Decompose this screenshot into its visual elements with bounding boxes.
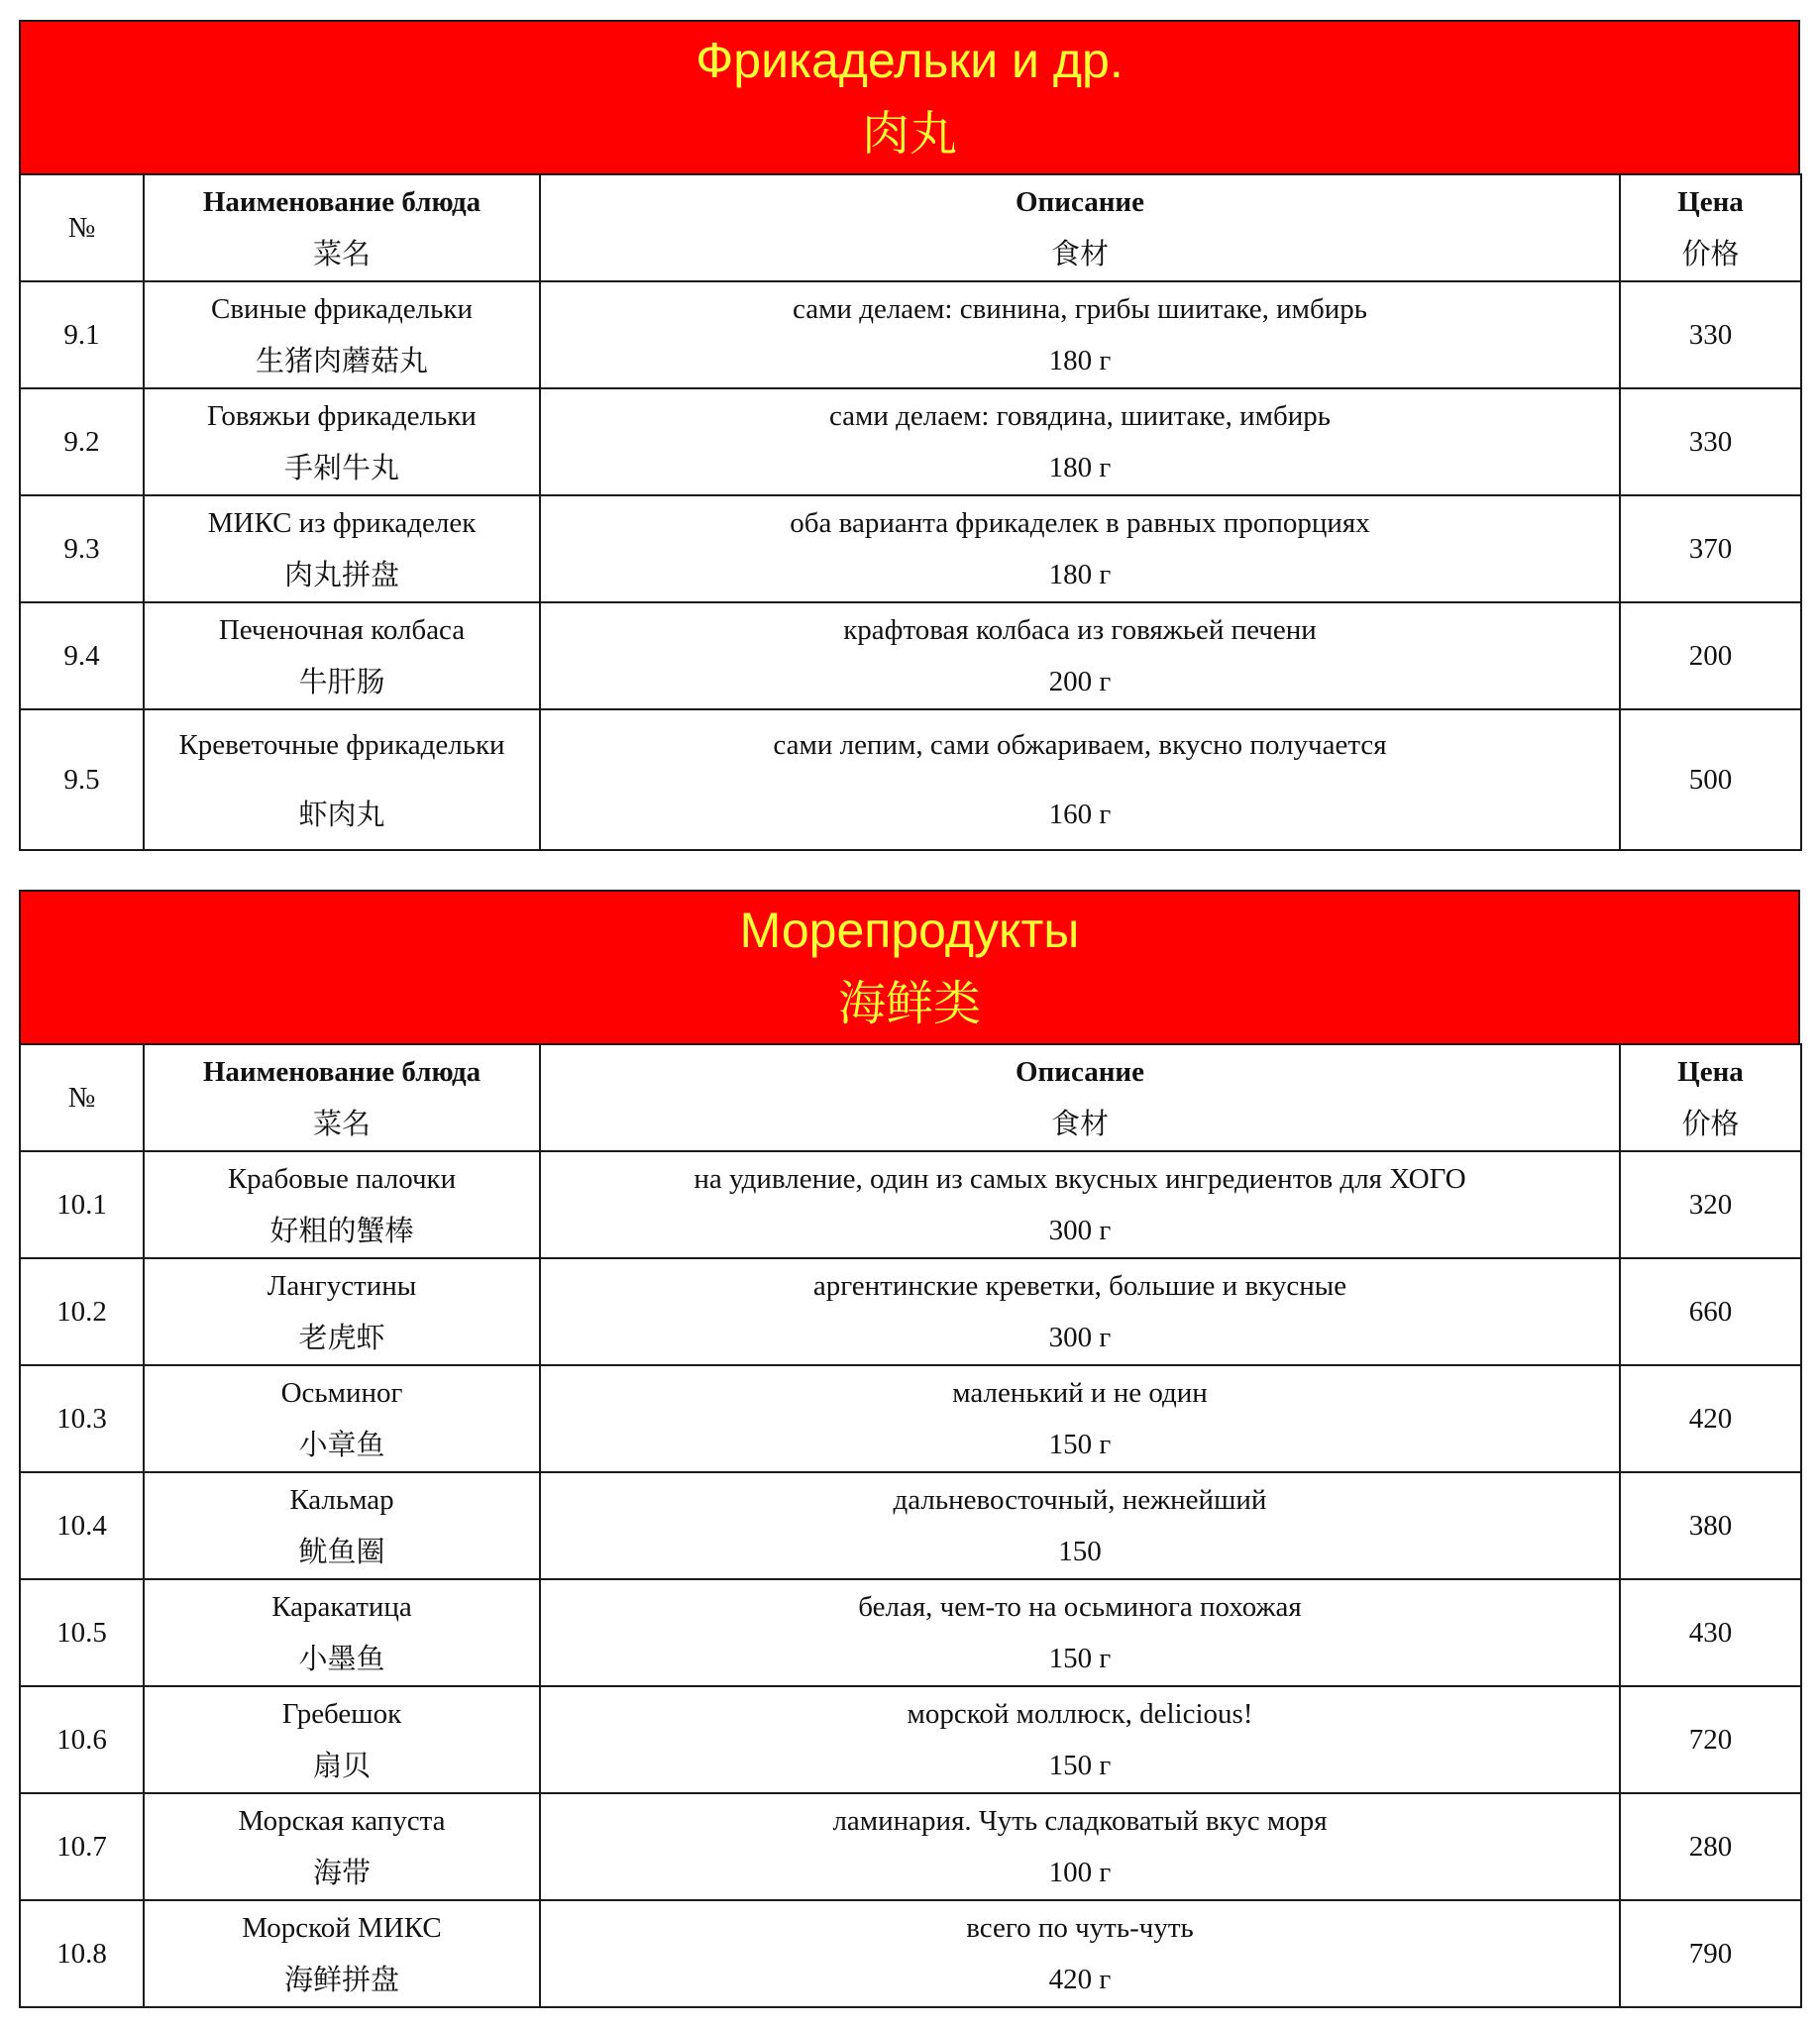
- item-name: [144, 1472, 540, 1579]
- item-weight: 150 г: [1048, 1429, 1112, 1460]
- header-price: [1620, 1044, 1801, 1151]
- item-desc: [540, 1793, 1620, 1900]
- item-weight: 150 г: [1048, 1750, 1112, 1781]
- item-price: 720: [1620, 1686, 1801, 1793]
- item-name-cn: 手剁牛丸: [283, 451, 399, 484]
- header-desc-cn: 食材: [1050, 237, 1109, 270]
- item-desc: [540, 1472, 1620, 1579]
- item-price: 370: [1620, 495, 1801, 602]
- header-name-ru: Наименование блюда: [202, 186, 482, 218]
- item-name-ru: Печеночная колбаса: [218, 614, 466, 646]
- table-row: [20, 602, 1801, 709]
- table-row: [20, 709, 1801, 850]
- header-price: [1620, 174, 1801, 281]
- item-weight: 160 г: [1048, 799, 1112, 830]
- item-desc: [540, 388, 1620, 495]
- section-title-cn: 肉丸: [861, 106, 957, 161]
- item-weight: 180 г: [1048, 559, 1112, 590]
- item-name-ru: МИКС из фрикаделек: [207, 507, 477, 539]
- item-weight: 150: [1058, 1536, 1102, 1567]
- header-name: [144, 1044, 540, 1151]
- item-name: [144, 1579, 540, 1686]
- header-price-cn: 价格: [1681, 237, 1740, 270]
- table-header-row: [20, 174, 1801, 281]
- header-desc: [540, 1044, 1620, 1151]
- item-name-cn: 海带: [312, 1856, 371, 1889]
- item-name-cn: 海鲜拼盘: [283, 1963, 399, 1996]
- item-name-ru: Лангустины: [267, 1270, 417, 1302]
- item-desc-text: всего по чуть-чуть: [966, 1912, 1194, 1944]
- item-desc: [540, 1258, 1620, 1365]
- item-name-cn: 老虎虾: [298, 1321, 385, 1354]
- header-price-cn: 价格: [1681, 1107, 1740, 1140]
- item-name-cn: 小章鱼: [298, 1428, 385, 1461]
- item-name: [144, 709, 540, 850]
- table-row: [20, 1365, 1801, 1472]
- item-desc-text: белая, чем-то на осьминога похожая: [858, 1591, 1302, 1623]
- item-desc-text: крафтовая колбаса из говяжьей печени: [843, 614, 1317, 646]
- item-num: 9.2: [20, 388, 144, 495]
- header-name-cn: 菜名: [312, 1107, 371, 1140]
- item-desc-text: ламинария. Чуть сладковатый вкус моря: [832, 1805, 1328, 1837]
- item-name: [144, 281, 540, 388]
- item-weight: 300 г: [1048, 1215, 1112, 1246]
- item-weight: 200 г: [1048, 666, 1112, 697]
- item-price: 200: [1620, 602, 1801, 709]
- item-num: 10.1: [20, 1151, 144, 1258]
- item-num: 9.3: [20, 495, 144, 602]
- item-name-ru: Свиные фрикадельки: [211, 293, 473, 325]
- item-desc-text: сами делаем: говядина, шиитаке, имбирь: [828, 400, 1332, 432]
- item-weight: 150 г: [1048, 1643, 1112, 1674]
- item-name: [144, 1151, 540, 1258]
- item-desc-text: оба варианта фрикаделек в равных пропорциях: [790, 507, 1370, 539]
- item-desc: [540, 281, 1620, 388]
- item-num: 10.6: [20, 1686, 144, 1793]
- item-desc-text: дальневосточный, нежнейший: [893, 1484, 1267, 1516]
- item-desc-text: на удивление, один из самых вкусных ингредиентов для ХОГО: [694, 1163, 1466, 1195]
- header-price-ru: Цена: [1677, 1056, 1744, 1088]
- item-name-ru: Каракатица: [271, 1591, 412, 1623]
- item-num: 9.5: [20, 709, 144, 850]
- item-name-ru: Морской МИКС: [242, 1912, 442, 1944]
- item-name: [144, 1258, 540, 1365]
- item-desc-text: морской моллюск, delicious!: [907, 1698, 1253, 1730]
- header-num: №: [20, 1044, 144, 1151]
- item-name-ru: Говяжьи фрикадельки: [207, 400, 477, 432]
- item-num: 10.5: [20, 1579, 144, 1686]
- item-name-cn: 小墨鱼: [298, 1642, 385, 1675]
- item-desc-text: сами делаем: свинина, грибы шиитаке, имбирь: [792, 293, 1367, 325]
- item-name: [144, 1900, 540, 2007]
- item-name-cn: 生猪肉蘑菇丸: [255, 344, 428, 377]
- section-header: [19, 20, 1800, 173]
- menu-section-meatballs: [19, 20, 1800, 851]
- table-row: [20, 1258, 1801, 1365]
- item-price: 280: [1620, 1793, 1801, 1900]
- item-name-ru: Морская капуста: [238, 1805, 446, 1837]
- table-header-row: [20, 1044, 1801, 1151]
- item-name: [144, 602, 540, 709]
- item-desc-text: сами лепим, сами обжариваем, вкусно получается: [773, 729, 1387, 761]
- item-price: 500: [1620, 709, 1801, 850]
- menu-table: [19, 1043, 1802, 2008]
- item-desc: [540, 495, 1620, 602]
- table-row: [20, 388, 1801, 495]
- item-desc-text: маленький и не один: [952, 1377, 1208, 1409]
- item-desc: [540, 602, 1620, 709]
- table-row: [20, 1151, 1801, 1258]
- table-row: [20, 1472, 1801, 1579]
- item-price: 380: [1620, 1472, 1801, 1579]
- item-price: 430: [1620, 1579, 1801, 1686]
- section-title-ru: Фрикадельки и др.: [696, 33, 1124, 88]
- item-weight: 420 г: [1048, 1964, 1112, 1995]
- item-desc: [540, 1900, 1620, 2007]
- item-num: 10.3: [20, 1365, 144, 1472]
- item-num: 10.7: [20, 1793, 144, 1900]
- header-desc-ru: Описание: [1016, 186, 1144, 218]
- item-name-cn: 扇贝: [312, 1749, 371, 1782]
- item-name: [144, 1686, 540, 1793]
- item-name: [144, 1365, 540, 1472]
- item-name-ru: Кальмар: [289, 1484, 394, 1516]
- header-desc-cn: 食材: [1050, 1107, 1109, 1140]
- item-name-ru: Крабовые палочки: [227, 1163, 457, 1195]
- item-weight: 180 г: [1048, 452, 1112, 483]
- item-weight: 100 г: [1048, 1857, 1112, 1888]
- item-name-ru: Осьминог: [280, 1377, 403, 1409]
- item-name-cn: 虾肉丸: [298, 798, 385, 831]
- table-row: [20, 1686, 1801, 1793]
- header-desc: [540, 174, 1620, 281]
- item-price: 660: [1620, 1258, 1801, 1365]
- table-row: [20, 1793, 1801, 1900]
- table-row: [20, 1579, 1801, 1686]
- item-num: 10.2: [20, 1258, 144, 1365]
- item-weight: 300 г: [1048, 1322, 1112, 1353]
- table-row: [20, 281, 1801, 388]
- table-row: [20, 495, 1801, 602]
- item-desc: [540, 1579, 1620, 1686]
- item-num: 10.8: [20, 1900, 144, 2007]
- item-name: [144, 388, 540, 495]
- header-num: №: [20, 174, 144, 281]
- item-name: [144, 1793, 540, 1900]
- section-header: [19, 890, 1800, 1043]
- item-desc: [540, 1686, 1620, 1793]
- item-price: 790: [1620, 1900, 1801, 2007]
- item-name-cn: 好粗的蟹棒: [269, 1214, 414, 1247]
- item-name-ru: Креветочные фрикадельки: [178, 729, 505, 761]
- item-price: 420: [1620, 1365, 1801, 1472]
- header-desc-ru: Описание: [1016, 1056, 1144, 1088]
- table-row: [20, 1900, 1801, 2007]
- menu-table: [19, 173, 1802, 851]
- section-title-cn: 海鲜类: [837, 976, 981, 1031]
- item-desc: [540, 709, 1620, 850]
- menu-section-seafood: [19, 890, 1800, 2008]
- header-price-ru: Цена: [1677, 186, 1744, 218]
- item-num: 9.4: [20, 602, 144, 709]
- item-num: 10.4: [20, 1472, 144, 1579]
- item-price: 320: [1620, 1151, 1801, 1258]
- item-price: 330: [1620, 388, 1801, 495]
- item-desc: [540, 1365, 1620, 1472]
- header-name-ru: Наименование блюда: [202, 1056, 482, 1088]
- item-price: 330: [1620, 281, 1801, 388]
- item-weight: 180 г: [1048, 345, 1112, 376]
- item-desc: [540, 1151, 1620, 1258]
- item-num: 9.1: [20, 281, 144, 388]
- item-name-cn: 肉丸拼盘: [283, 558, 399, 591]
- item-desc-text: аргентинские креветки, большие и вкусные: [812, 1270, 1347, 1302]
- header-name-cn: 菜名: [312, 237, 371, 270]
- item-name-cn: 牛肝肠: [298, 665, 385, 698]
- item-name: [144, 495, 540, 602]
- section-title-ru: Морепродукты: [739, 903, 1080, 958]
- item-name-cn: 鱿鱼圈: [298, 1535, 385, 1568]
- header-name: [144, 174, 540, 281]
- item-name-ru: Гребешок: [281, 1698, 402, 1730]
